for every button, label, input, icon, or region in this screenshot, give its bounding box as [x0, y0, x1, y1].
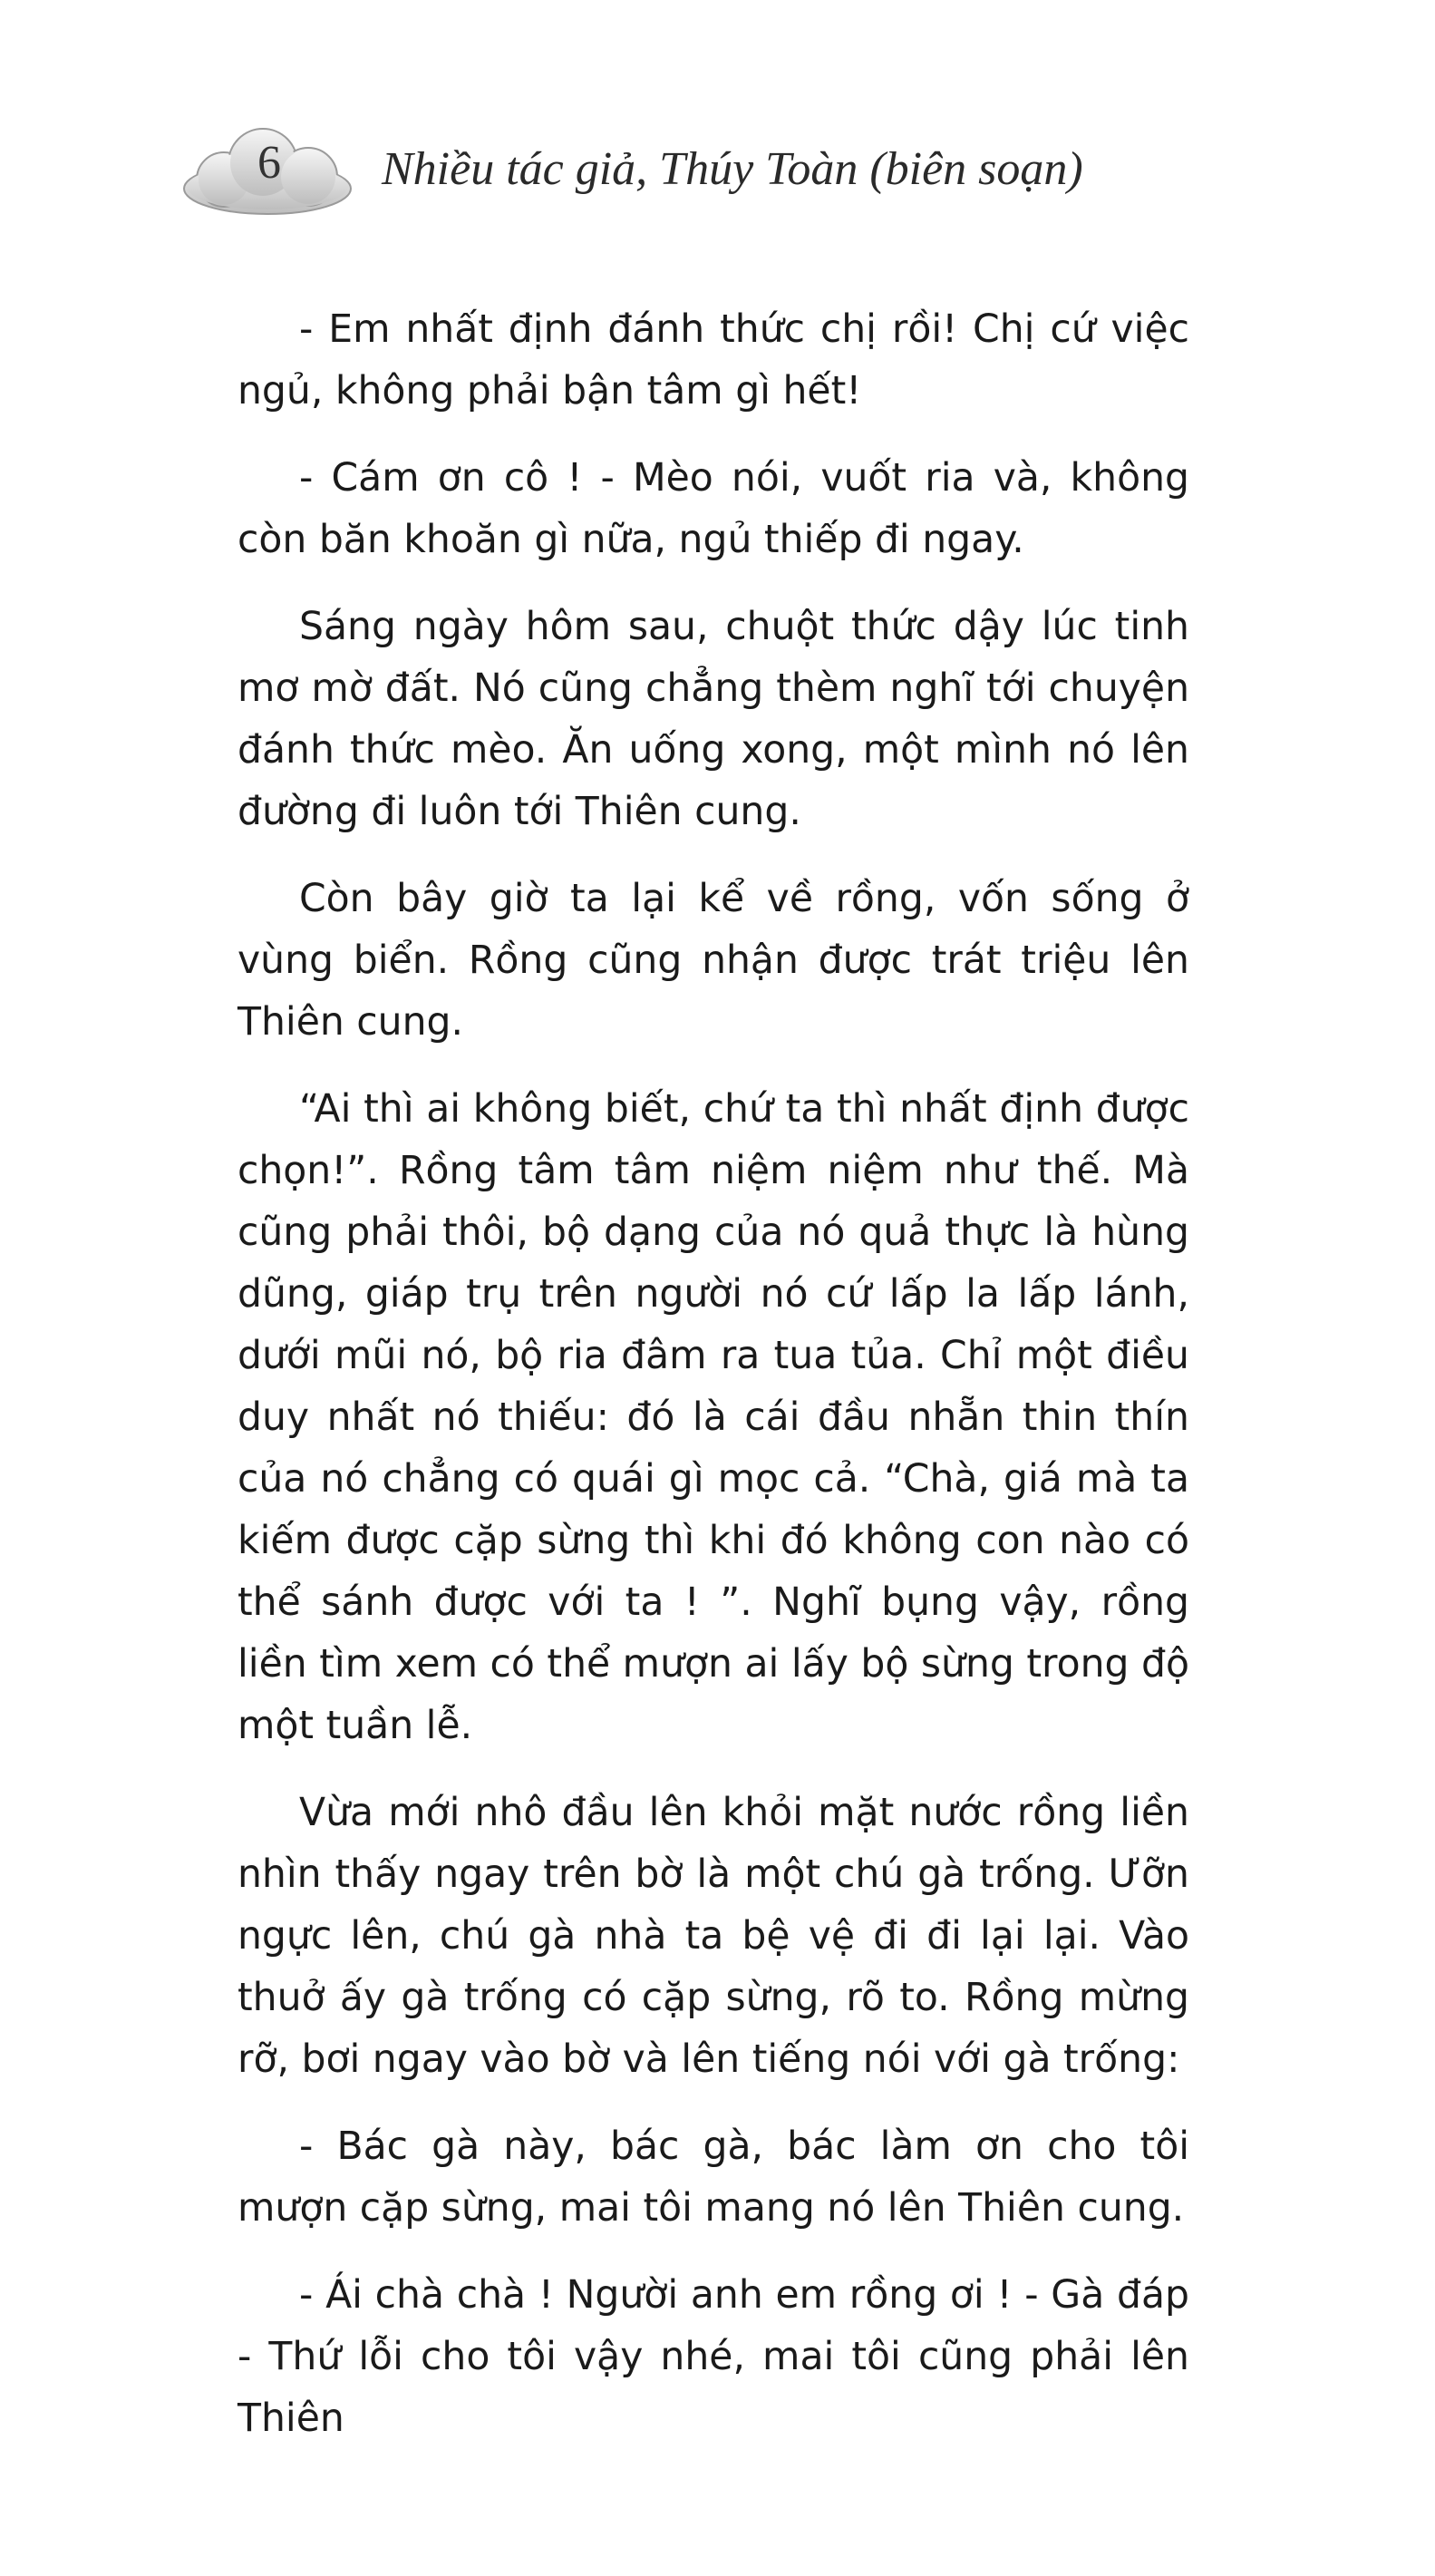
body-text [238, 299, 1189, 2475]
paragraph: - Ái chà chà ! Người anh em rồng ơi ! - Gà đáp - Thứ lỗi cho tôi vậy nhé, mai tôi cũng phải lên Thiên [238, 2273, 1189, 2441]
paragraph: - Bác gà này, bác gà, bác làm ơn cho tôi mượn cặp sừng, mai tôi mang nó lên Thiên cung. [238, 2124, 1189, 2231]
paragraph: - Em nhất định đánh thức chị rồi! Chị cứ việc ngủ, không phải bận tâm gì hết! [238, 307, 1189, 413]
page-number: 6 [257, 137, 281, 189]
paragraph: Sáng ngày hôm sau, chuột thức dậy lúc tinh mơ mờ đất. Nó cũng chẳng thèm nghĩ tới chuyện đánh thức mèo. Ăn uống xong, một mình nó lên đường đi luôn tới Thiên cung. [238, 605, 1189, 834]
page-header [177, 127, 1265, 236]
paragraph: “Ai thì ai không biết, chứ ta thì nhất định được chọn!”. Rồng tâm tâm niệm niệm như thế. Mà cũng phải thôi, bộ dạng của nó quả thực là hùng dũng, giáp trụ trên người nó cứ lấp la lấp lánh, dưới mũi nó, bộ ria đâm ra tua tủa. Chỉ một điều duy nhất nó thiếu: đó là cái đầu nhẵn thin thín của nó chẳng có quái gì mọc cả. “Chà, giá mà ta kiếm được cặp sừng thì khi đó không con nào có thể sánh được với ta ! ”. Nghĩ bụng vậy, rồng liền tìm xem có thể mượn ai lấy bộ sừng trong độ một tuần lễ. [238, 1087, 1189, 1748]
paragraph: Còn bây giờ ta lại kể về rồng, vốn sống ở vùng biển. Rồng cũng nhận được trát triệu lên Thiên cung. [238, 877, 1189, 1045]
paragraph: - Cám ơn cô ! - Mèo nói, vuốt ria và, không còn băn khoăn gì nữa, ngủ thiếp đi ngay. [238, 456, 1189, 562]
running-head: Nhiều tác giả, Thúy Toàn (biên soạn) [382, 143, 1083, 195]
paragraph: Vừa mới nhô đầu lên khỏi mặt nước rồng liền nhìn thấy ngay trên bờ là một chú gà trống. Ưỡn ngực lên, chú gà nhà ta bệ vệ đi đi lại lại. Vào thuở ấy gà trống có cặp sừng, rõ to. Rồng mừng rỡ, bơi ngay vào bờ và lên tiếng nói với gà trống: [238, 1791, 1189, 2082]
